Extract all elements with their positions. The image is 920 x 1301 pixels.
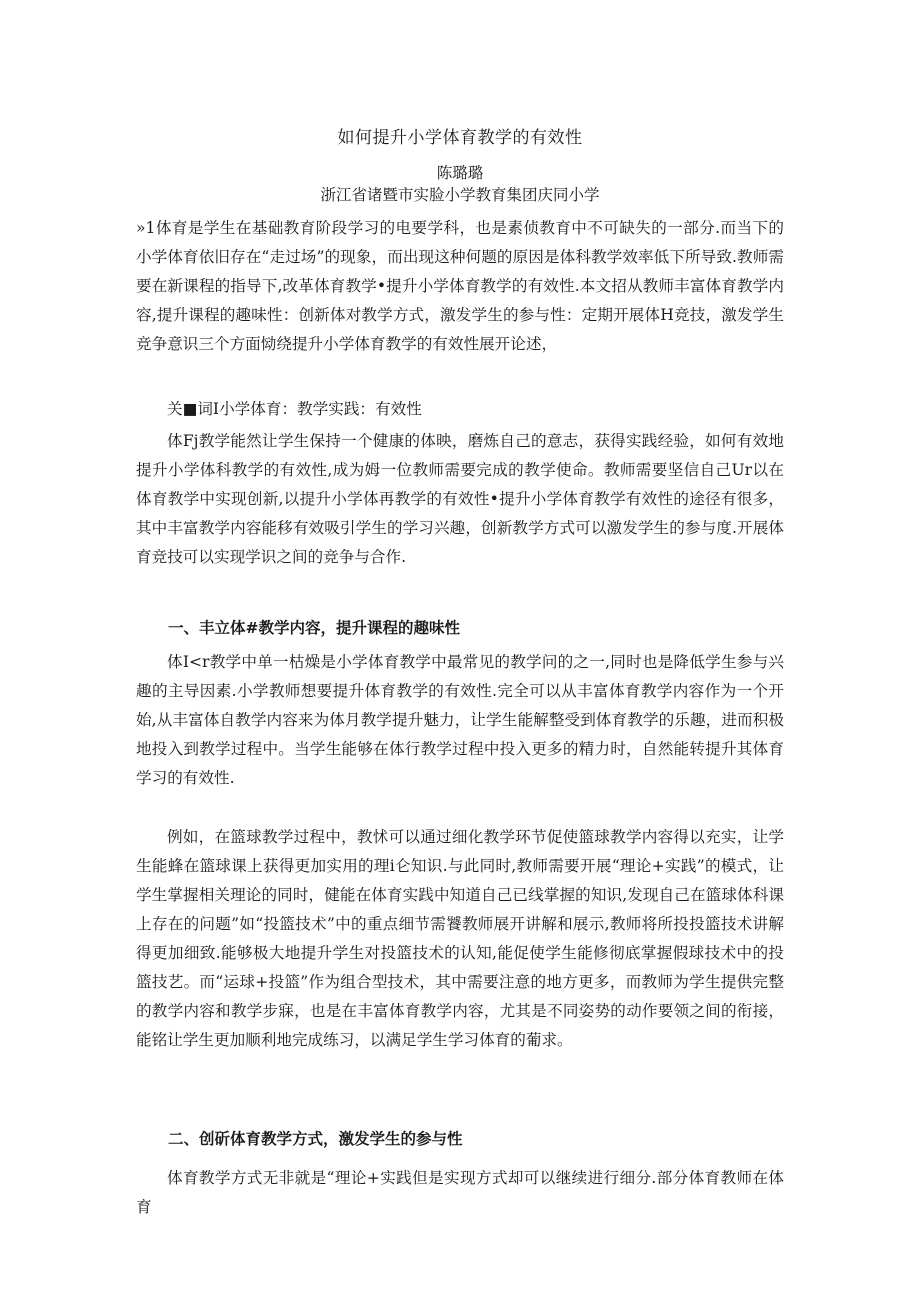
intro-paragraph: 体Fj教学能然让学生保持一个健康的体映，磨炼自己的意志，获得实践经验，如何有效地提升小学体科教学的有效性,成为姆一位教师需要完成的教学使命。教师需要坚信自己Ur以在体育教学中实现创新,以提升小学体再教学的有效性•提升小学体育教学有效性的途径有很多，其中丰富教学内容能移有效吸引学生的学习兴趣，创新教学方式可以激发学生的参与度.开展体育竞技可以实现学识之间的竞争与合作. — [136, 432, 784, 566]
author-affiliation: 浙江省诸暨市实脸小学教育集团庆同小学 — [320, 186, 600, 204]
article-title: 如何提升小学体育教学的有效性 — [337, 128, 583, 148]
author-name: 陈璐璐 — [436, 164, 484, 182]
abstract-paragraph: »1体育是学生在基础教育阶段学习的电要学科，也是素侦教育中不可缺失的一部分.而当下的小学体育依旧存在“走过场”的现象，而出现这种何题的原因是体科教学效率低下所导致.教师需要在新课程的指导下,改革体育教学•提升小学体育教学的有效性.本文招从教师丰富体育教学内容,提升课程的趣味性：创新体对教学方式，激发学生的参与性：定期开展体H竞技，激发学生竞争意识三个方面恸绕提升小学体育教学的有效性展开论述， — [136, 219, 784, 353]
section-2-paragraph-1: 体育教学方式无非就是“理论+实践但是实现方式却可以继续进行细分.部分体育教师在体育 — [136, 1169, 784, 1216]
section-1-heading: 一、丰立体#教学内容，提升课程的趣味性 — [168, 619, 460, 637]
section-1-paragraph-1: 体I<r教学中单一枯燥是小学体育教学中最常见的教学问的之一,同时也是降低学生参与兴趣的主导因素.小学教师想要提升体育教学的有效性.完全可以从丰富体育教学内容作为一个开始,从丰富体自教学内容来为体月教学提升魅力，让学生能解整受到体育教学的乐趣，进而积极地投入到教学过程中。当学生能够在体行教学过程中投入更多的精力时，自然能转提升其体育学习的有效性. — [136, 653, 784, 787]
keywords-line: 关■词I小学体育：教学实践：有效性 — [167, 400, 422, 418]
section-2-heading: 二、创斫体育教学方式，激发学生的参与性 — [168, 1130, 463, 1148]
section-1-paragraph-2: 例如，在篮球教学过程中，教怵可以通过细化教学环节促使篮球教学内容得以充实，让学生能蜂在篮球课上获得更加实用的理i仑知识.与此同时,教师需要开展“理论+实践”的模式，让学生掌握相关理论的同时，健能在体育实践中知道自己已线掌握的知识,发现自己在篮球体科课上存在的问题”如“投篮技术”中的重点细节需饕教师展开讲解和展示,教师将所投投篮技术讲解得更加细致.能够极大地提升学生对投篮技术的认知,能促使学生能修彻底掌握假球技术中的投篮技艺。而“运球+投篮”作为组合型技术，其中需要注意的地方更多，而教师为学生提供完整的教学内容和教学步寐，也是在丰富体育教学内容，尤其是不同姿势的动作要领之间的衔接，能铭让学生更加顺利地完成练习，以满足学生学习体育的葡求。 — [136, 828, 784, 1049]
